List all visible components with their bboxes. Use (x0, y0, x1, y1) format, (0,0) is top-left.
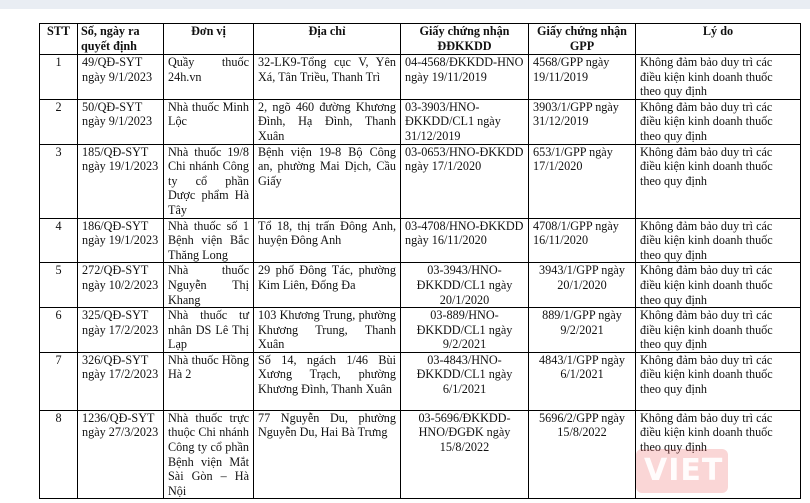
cell-stt: 7 (40, 352, 78, 410)
cell-gpp: 3943/1/GPP ngày 20/1/2020 (529, 263, 636, 308)
cell-unit: Nhà thuốc tư nhân DS Lê Thị Lạp (164, 308, 254, 353)
cell-reason: Không đảm bảo duy trì các điều kiện kinh doanh thuốc theo quy định (636, 218, 801, 263)
watermark-text: VIET (644, 453, 724, 488)
cell-reason: Không đảm bảo duy trì các điều kiện kinh doanh thuốc theo quy định (636, 144, 801, 218)
header-unit: Đơn vị (164, 24, 254, 55)
cell-ddkkdd: 04-4568/ĐKKDD-HNO ngày 19/11/2019 (401, 55, 529, 100)
cell-address: 32-LK9-Tổng cục V, Yên Xá, Tân Triều, Thanh Trì (254, 55, 401, 100)
document-page (0, 9, 810, 503)
cell-gpp: 3903/1/GPP ngày 31/12/2019 (529, 99, 636, 144)
table-row (40, 308, 801, 353)
table-row (40, 55, 801, 100)
cell-gpp: 4568/GPP ngày 19/11/2019 (529, 55, 636, 100)
cell-decision: 1236/QĐ-SYT ngày 27/3/2023 (78, 410, 164, 499)
cell-stt: 6 (40, 308, 78, 353)
cell-decision: 50/QĐ-SYT ngày 9/1/2023 (78, 99, 164, 144)
cell-decision: 186/QĐ-SYT ngày 19/1/2023 (78, 218, 164, 263)
table-header-row (40, 24, 801, 55)
cell-ddkkdd: 03-4708/HNO-ĐKKDD ngày 16/11/2020 (401, 218, 529, 263)
header-ddkkdd: Giấy chứng nhận ĐĐKKDD (401, 24, 529, 55)
header-gpp: Giấy chứng nhận GPP (529, 24, 636, 55)
cell-gpp: 889/1/GPP ngày 9/2/2021 (529, 308, 636, 353)
cell-reason: Không đảm bảo duy trì các điều kiện kinh doanh thuốc theo quy định (636, 263, 801, 308)
cell-ddkkdd: 03-889/HNO-ĐKKDD/CL1 ngày 9/2/2021 (401, 308, 529, 353)
viet-watermark-logo (636, 449, 728, 493)
cell-decision: 185/QĐ-SYT ngày 19/1/2023 (78, 144, 164, 218)
cell-gpp: 5696/2/GPP ngày 15/8/2022 (529, 410, 636, 499)
cell-address: Tổ 18, thị trấn Đông Anh, huyện Đông Anh (254, 218, 401, 263)
cell-unit: Nhà thuốc Minh Lộc (164, 99, 254, 144)
cell-address: Bệnh viện 19-8 Bộ Công an, phường Mai Dịch, Cầu Giấy (254, 144, 401, 218)
cell-unit: Nhà thuốc Nguyễn Thị Khang (164, 263, 254, 308)
cell-reason: Không đảm bảo duy trì các điều kiện kinh doanh thuốc theo quy định (636, 99, 801, 144)
cell-unit: Nhà thuốc số 1 Bệnh viện Bắc Thăng Long (164, 218, 254, 263)
cell-decision: 326/QĐ-SYT ngày 17/2/2023 (78, 352, 164, 410)
cell-unit: Nhà thuốc 19/8 Chi nhánh Công ty cổ phần Dược phẩm Hà Tây (164, 144, 254, 218)
cell-decision: 272/QĐ-SYT ngày 10/2/2023 (78, 263, 164, 308)
table-row (40, 99, 801, 144)
cell-stt: 5 (40, 263, 78, 308)
table-row (40, 218, 801, 263)
header-decision: Số, ngày ra quyết định (78, 24, 164, 55)
table-row (40, 263, 801, 308)
cell-stt: 8 (40, 410, 78, 499)
header-address: Địa chỉ (254, 24, 401, 55)
license-revocation-table (39, 23, 801, 499)
cell-address: 77 Nguyễn Du, phường Nguyễn Du, Hai Bà Trưng (254, 410, 401, 499)
cell-reason: Không đảm bảo duy trì các điều kiện kinh doanh thuốc theo quy định (636, 352, 801, 410)
cell-stt: 1 (40, 55, 78, 100)
cell-unit: Nhà thuốc Hồng Hà 2 (164, 352, 254, 410)
cell-ddkkdd: 03-0653/HNO-ĐKKDD ngày 17/1/2020 (401, 144, 529, 218)
cell-stt: 2 (40, 99, 78, 144)
cell-decision: 325/QĐ-SYT ngày 17/2/2023 (78, 308, 164, 353)
cell-reason: Không đảm bảo duy trì các điều kiện kinh doanh thuốc theo quy định (636, 410, 801, 499)
cell-stt: 4 (40, 218, 78, 263)
table-row (40, 144, 801, 218)
cell-unit: Quầy thuốc 24h.vn (164, 55, 254, 100)
header-stt: STT (40, 24, 78, 55)
cell-ddkkdd: 03-5696/ĐKKDD-HNO/ĐGĐK ngày 15/8/2022 (401, 410, 529, 499)
cell-address: 29 phố Đông Tác, phường Kim Liên, Đống Đa (254, 263, 401, 308)
cell-reason: Không đảm bảo duy trì các điều kiện kinh doanh thuốc theo quy định (636, 308, 801, 353)
cell-ddkkdd: 03-3903/HNO-ĐKKDD/CL1 ngày 31/12/2019 (401, 99, 529, 144)
header-reason: Lý do (636, 24, 801, 55)
cell-gpp: 4708/1/GPP ngày 16/11/2020 (529, 218, 636, 263)
cell-gpp: 653/1/GPP ngày 17/1/2020 (529, 144, 636, 218)
cell-unit: Nhà thuốc trực thuộc Chi nhánh Công ty cổ phần Bệnh viện Mắt Sài Gòn – Hà Nội (164, 410, 254, 499)
cell-reason: Không đảm bảo duy trì các điều kiện kinh doanh thuốc theo quy định (636, 55, 801, 100)
table-row (40, 352, 801, 410)
cell-ddkkdd: 03-3943/HNO-ĐKKDD/CL1 ngày 20/1/2020 (401, 263, 529, 308)
cell-decision: 49/QĐ-SYT ngày 9/1/2023 (78, 55, 164, 100)
cell-address: 103 Khương Trung, phường Khương Trung, Thanh Xuân (254, 308, 401, 353)
cell-gpp: 4843/1/GPP ngày 6/1/2021 (529, 352, 636, 410)
cell-address: Số 14, ngách 1/46 Bùi Xương Trạch, phường Khương Đình, Thanh Xuân (254, 352, 401, 410)
cell-ddkkdd: 03-4843/HNO-ĐKKDD/CL1 ngày 6/1/2021 (401, 352, 529, 410)
cell-address: 2, ngõ 460 đường Khương Đình, Hạ Đình, Thanh Xuân (254, 99, 401, 144)
cell-stt: 3 (40, 144, 78, 218)
